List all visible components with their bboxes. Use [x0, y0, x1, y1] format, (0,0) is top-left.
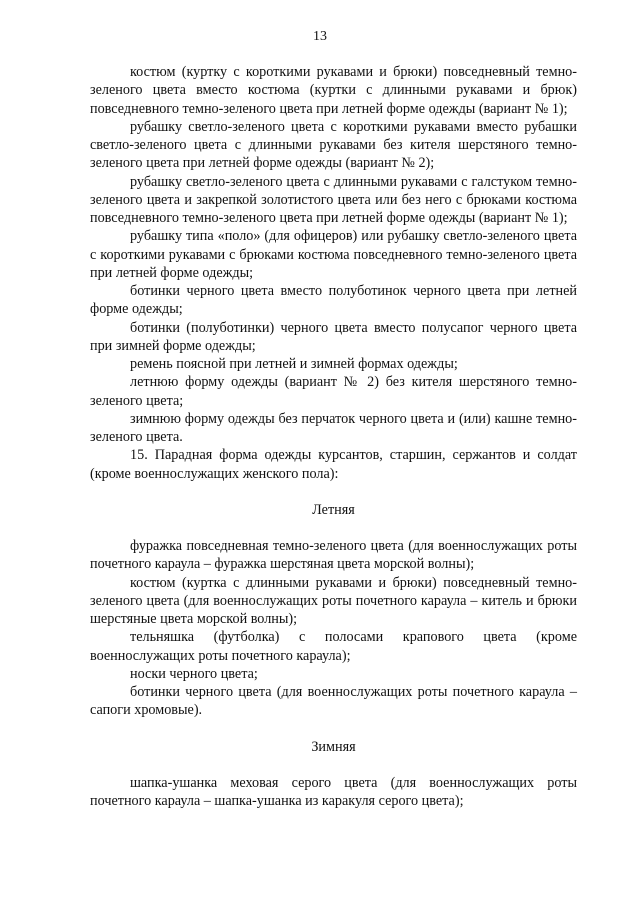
paragraph: рубашку светло-зеленого цвета с короткими рукавами вместо рубашки светло-зеленого цвета с длинными рукавами без кителя шерстяного темно-зеленого цвета при летней форме одежды (вариант № 2);: [90, 118, 577, 172]
paragraph: рубашку светло-зеленого цвета с длинными рукавами с галстуком темно-зеленого цвета и закрепкой золотистого цвета или без него с брюками костюма повседневного темно-зеленого цвета при летней форме одежды (вариант № 1);: [90, 173, 577, 226]
section-heading-winter: Зимняя: [311, 738, 356, 755]
section-intro-paragraph: 15. Парадная форма одежды курсантов, старшин, сержантов и солдат (кроме военнослужащих женского пола):: [90, 447, 577, 482]
document-body: [90, 63, 577, 810]
paragraph: тельняшка (футболка) с полосами крапового цвета (кроме военнослужащих роты почетного караула);: [90, 629, 577, 664]
section-heading-summer: Летняя: [312, 501, 355, 518]
paragraph: носки черного цвета;: [130, 665, 258, 682]
paragraph: шапка-ушанка меховая серого цвета (для военнослужащих роты почетного караула – шапка-ушанка из каракуля серого цвета);: [90, 774, 577, 809]
paragraph: ботинки (полуботинки) черного цвета вместо полусапог черного цвета при зимней форме одежды;: [90, 319, 577, 354]
paragraph: ботинки черного цвета (для военнослужащих роты почетного караула – сапоги хромовые).: [90, 684, 577, 719]
paragraph: костюм (куртка с длинными рукавами и брюки) повседневный темно-зеленого цвета (для военнослужащих роты почетного караула – китель и брюки шерстяные цвета морской волны);: [90, 574, 577, 627]
paragraph: летнюю форму одежды (вариант № 2) без кителя шерстяного темно-зеленого цвета;: [90, 374, 577, 409]
paragraph: костюм (куртку с короткими рукавами и брюки) повседневный темно-зеленого цвета вместо костюма (куртки с длинными рукавами и брюк) повседневного темно-зеленого цвета при летней форме одежды (вариант № 1);: [90, 64, 577, 117]
paragraph: ремень поясной при летней и зимней формах одежды;: [130, 356, 458, 372]
paragraph: зимнюю форму одежды без перчаток черного цвета и (или) кашне темно-зеленого цвета.: [90, 410, 577, 445]
page-number: 13: [313, 29, 327, 44]
paragraph: фуражка повседневная темно-зеленого цвета (для военнослужащих роты почетного караула – фуражка шерстяная цвета морской волны);: [90, 538, 577, 573]
paragraph: рубашку типа «поло» (для офицеров) или рубашку светло-зеленого цвета с короткими рукавами с брюками костюма повседневного темно-зеленого цвета при летней форме одежды;: [90, 228, 577, 281]
paragraph: ботинки черного цвета вместо полуботинок черного цвета при летней форме одежды;: [90, 283, 577, 318]
